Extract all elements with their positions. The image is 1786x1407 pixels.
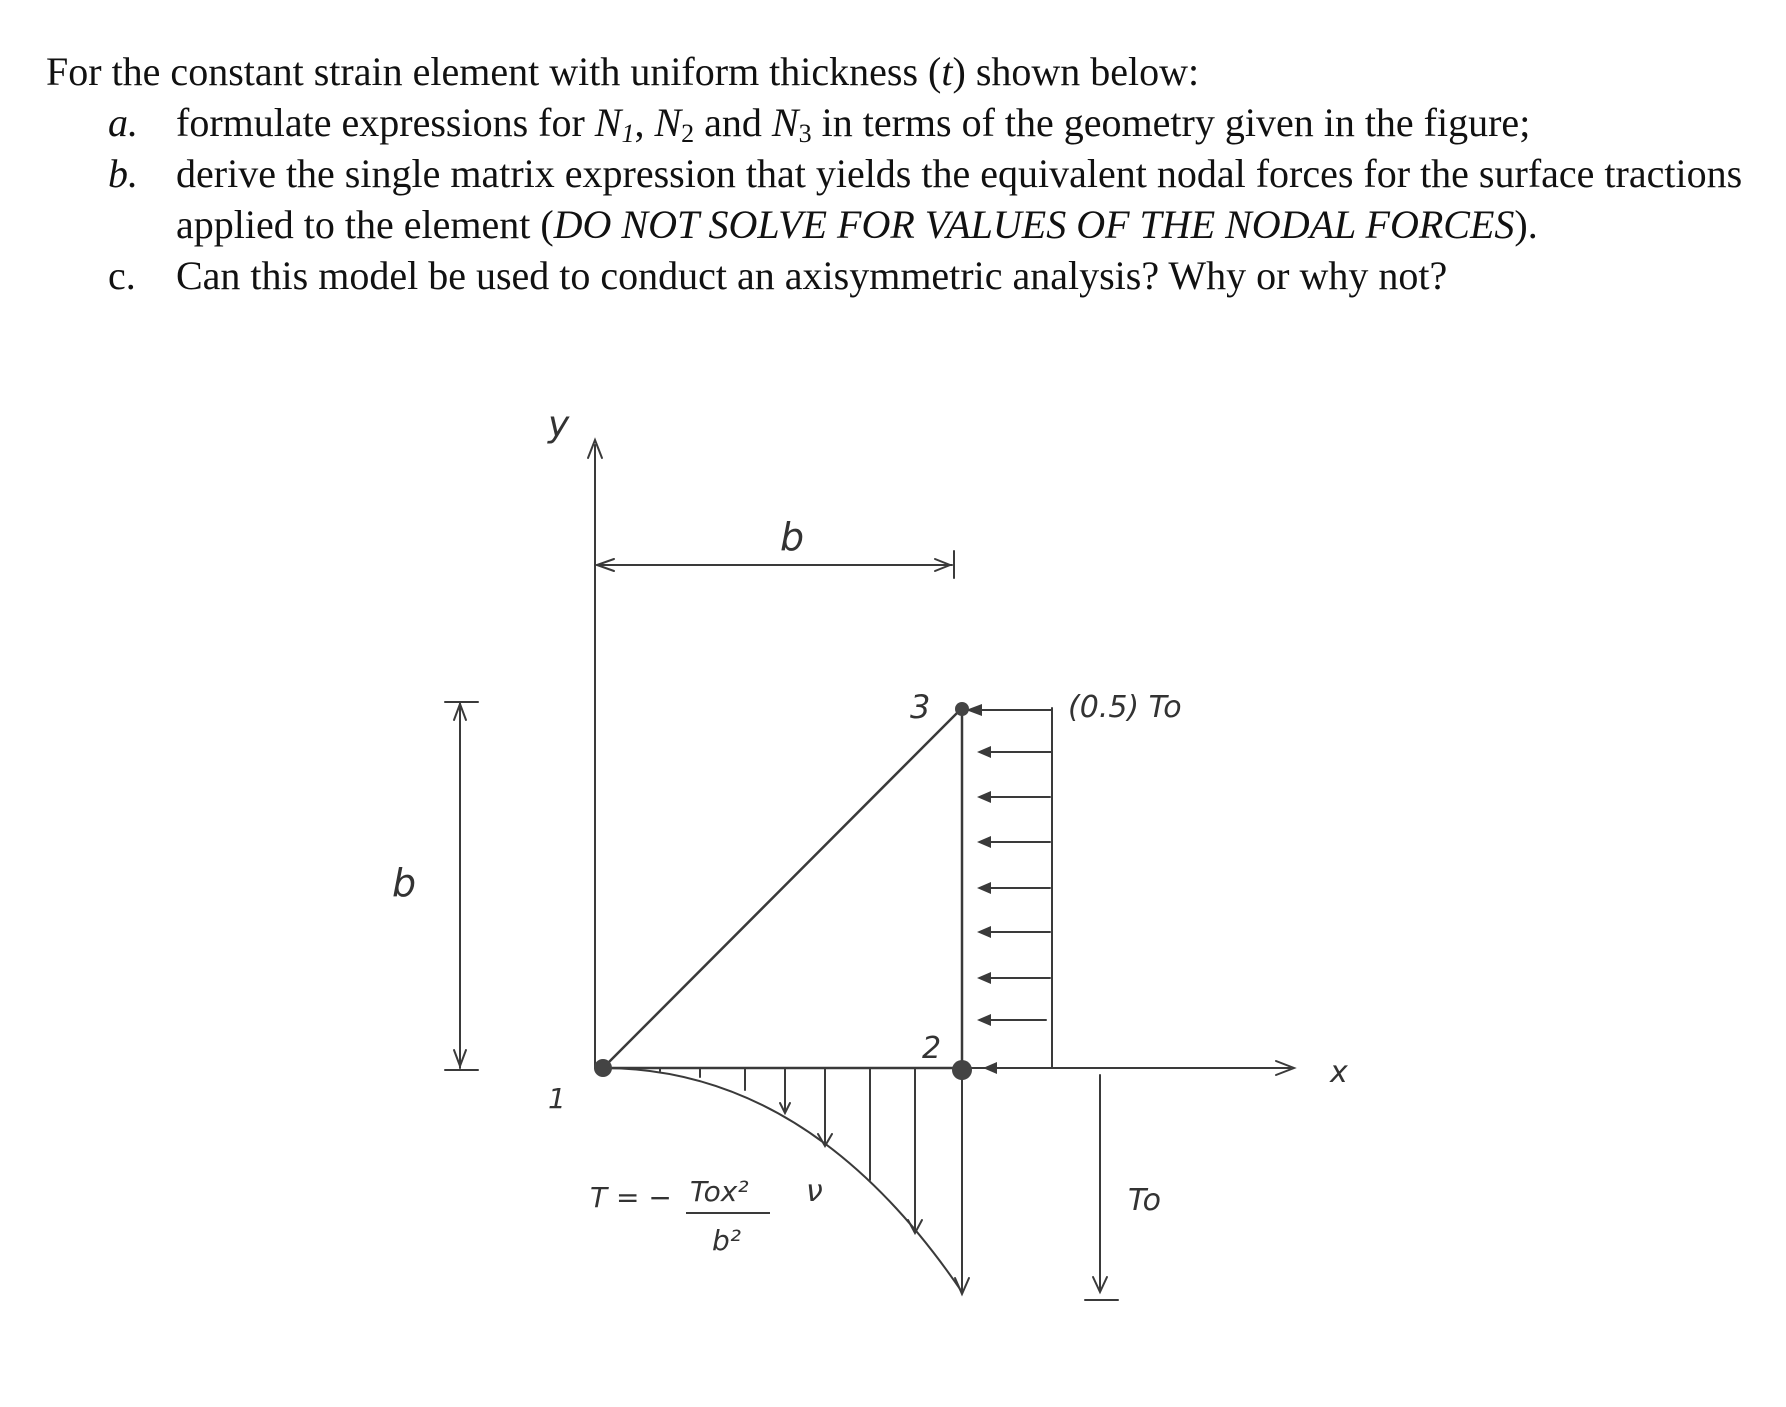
right-bottom-traction-label: To [1128,1183,1161,1218]
question-c-text: Can this model be used to conduct an axisymmetric analysis? Why or why not? [176,253,1448,298]
right-top-traction-label: (0.5) To [1068,690,1182,725]
question-c-marker: c. [108,253,136,298]
question-a-sep-1: , [634,100,655,145]
node-2 [952,1060,972,1080]
question-b-end: ). [1514,202,1538,247]
right-traction-arrowhead [977,746,991,758]
n2-subscript: 2 [681,119,695,148]
question-a-sep-2: and [694,100,772,145]
x-axis-label: x [1330,1055,1348,1090]
height-dimension-label: b [392,861,417,905]
question-a-text-2: in terms of the geometry given in the figure; [811,100,1531,145]
node-2-label: 2 [922,1031,942,1066]
question-b-emphasis: DO NOT SOLVE FOR VALUES OF THE NODAL FORCES [553,202,1515,247]
n3-subscript: 3 [798,119,812,148]
intro-text-before: For the constant strain element with uniform thickness ( [46,49,942,94]
n2-symbol: N [654,100,682,145]
question-a-marker: a. [108,100,138,145]
right-traction-arrowhead [977,882,991,894]
thickness-variable: t [941,49,953,94]
right-traction-arrowhead [977,1014,991,1026]
n1-subscript: 1 [621,119,635,148]
right-traction-arrowhead [977,926,991,938]
y-axis-label: y [548,404,570,445]
bottom-traction-curve [603,1068,962,1292]
question-b-marker: b. [108,151,138,196]
node-3-label: 3 [910,688,931,726]
node-1 [594,1059,612,1077]
right-traction-arrowhead [977,791,991,803]
n3-symbol: N [771,100,799,145]
bottom-traction-prefix: T = − [590,1181,672,1214]
width-dimension-label: b [780,515,805,559]
node-3 [955,702,969,716]
triangle-element [603,708,962,1068]
n1-symbol: N [594,100,622,145]
question-b-text: derive the single matrix expression that yields the equivalent nodal forces for the surface tractions applied to the element ( [176,151,1743,247]
node-1-label: 1 [548,1082,566,1115]
bottom-traction-suffix: ν [806,1174,823,1209]
question-a-text-1: formulate expressions for [176,100,595,145]
right-traction-arrowhead [977,836,991,848]
right-traction-arrowhead [977,972,991,984]
intro-text-after: ) shown below: [952,49,1200,94]
right-traction-arrowhead [983,1062,997,1074]
bottom-traction-denominator: b² [712,1224,741,1257]
bottom-traction-numerator: Tox² [690,1175,749,1208]
